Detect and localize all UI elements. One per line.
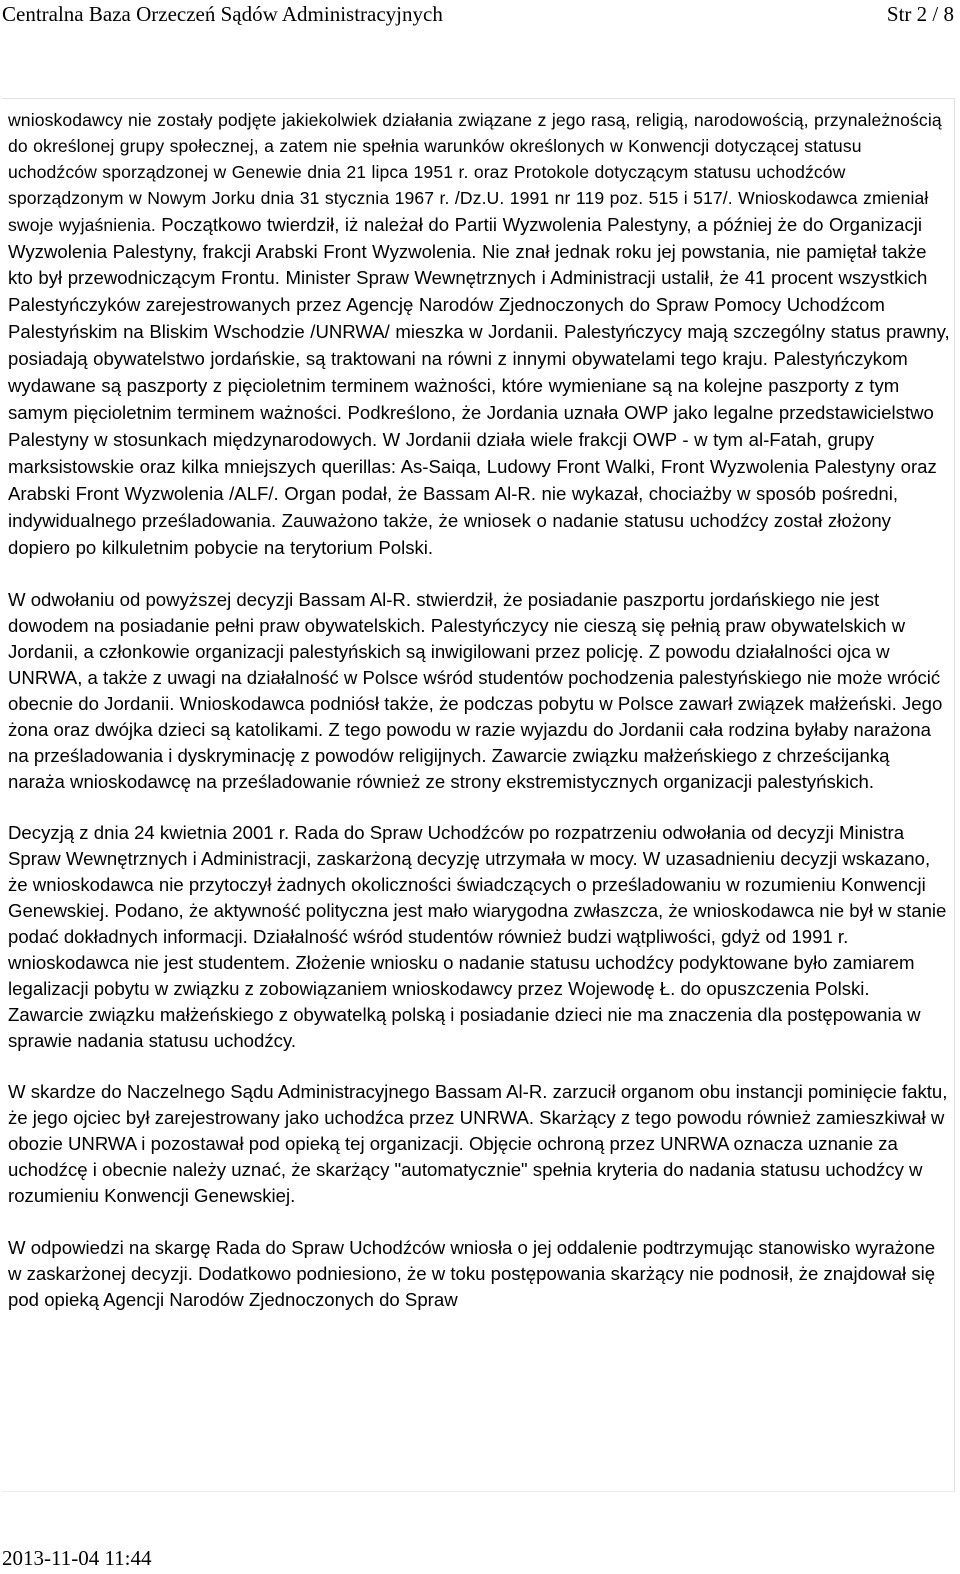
paragraph-1-rest: Początkowo twierdził, iż należał do Partii Wyzwolenia Palestyny, a później że do Organizacji Wyzwolenia Palestyny, frakcji Arabski Front Wyzwolenia. Nie znał jednak roku jej powstania, nie pamiętał także kto był przewodniczącym Frontu. Minister Spraw Wewnętrznych i Administracji ustalił, że 41 procent wszystkich Palestyńczyków zarejestrowanych przez Agencję Narodów Zjednoczonych do Spraw Pomocy Uchodźcom Palestyńskim na Bliskim Wschodzie /UNRWA/ mieszka w Jordanii. Palestyńczycy mają szczególny status prawny, posiadają obywatelstwo jordańskie, są traktowani na równi z innymi obywatelami tego kraju. Palestyńczykom wydawane są paszporty z pięcioletnim terminem ważności, które wymieniane są na kolejne paszporty z tym samym pięcioletnim terminem ważności. Podkreślono, że Jordania uznała OWP jako legalne przedstawicielstwo Palestyny w stosunkach międzynarodowych. W Jordanii działa wiele frakcji OWP - w tym al-Fatah, grupy marksistowskie oraz kilka mniejszych querillas: As-Saiqa, Ludowy Front Walki, Front Wyzwolenia Palestyny oraz Arabski Front Wyzwolenia /ALF/. Organ podał, że Bassam Al-R. nie wykazał, chociażby w sposób pośredni, indywidualnego prześladowania. Zauważono także, że wniosek o nadanie statusu uchodźcy został złożony dopiero po kilkuletnim pobycie na terytorium Polski. [8, 213, 950, 558]
paragraph-1 [8, 108, 950, 561]
print-timestamp: 2013-11-04 11:44 [2, 1546, 152, 1570]
paragraph-2: W odwołaniu od powyższej decyzji Bassam Al-R. stwierdził, że posiadanie paszportu jordańskiego nie jest dowodem na posiadanie pełni praw obywatelskich. Palestyńczycy nie cieszą się pełnią praw obywatelskich w Jordanii, a członkowie organizacji palestyńskich są inwigilowani przez policję. Z powodu działalności ojca w UNRWA, a także z uwagi na działalność w Polsce wśród studentów pochodzenia palestyńskiego nie może wrócić obecnie do Jordanii. Wnioskodawca podniósł także, że podczas pobytu w Polsce zawarł związek małżeński. Jego żona oraz dwójka dzieci są katolikami. Z tego powodu w razie wyjazdu do Jordanii cała rodzina byłaby narażona na prześladowania i dyskryminację z powodów religijnych. Zawarcie związku małżeńskiego z chrześcijanką naraża wnioskodawcę na prześladowanie również ze strony ekstremistycznych organizacji palestyńskich. [8, 589, 943, 792]
paragraph-3: Decyzją z dnia 24 kwietnia 2001 r. Rada do Spraw Uchodźców po rozpatrzeniu odwołania od decyzji Ministra Spraw Wewnętrznych i Administracji, zaskarżoną decyzję utrzymała w mocy. W uzasadnieniu decyzji wskazano, że wnioskodawca nie przytoczył żadnych okoliczności świadczących o prześladowaniu w rozumieniu Konwencji Genewskiej. Podano, że aktywność polityczna jest mało wiarygodna zwłaszcza, że wnioskodawca nie był w stanie podać dokładnych informacji. Działalność wśród studentów również budzi wątpliwości, gdyż od 1991 r. wnioskodawca nie jest studentem. Złożenie wniosku o nadanie statusu uchodźcy podyktowane było zamiarem legalizacji pobytu w związku z zobowiązaniem wnioskodawcy przez Wojewodę Ł. do opuszczenia Polski. Zawarcie związku małżeńskiego z obywatelką polską i posiadanie dzieci nie ma znaczenia dla postępowania w sprawie nadania statusu uchodźcy. [8, 822, 947, 1051]
page-header-title: Centralna Baza Orzeczeń Sądów Administracyjnych [2, 2, 443, 26]
document-body [8, 108, 950, 1339]
page-number: Str 2 / 8 [886, 2, 954, 26]
paragraph-4: W skardze do Naczelnego Sądu Administracyjnego Bassam Al-R. zarzucił organom obu instancji pominięcie faktu, że jego ojciec był zarejestrowany jako uchodźca przez UNRWA. Skarżący z tego powodu również zamieszkiwał w obozie UNRWA i pozostawał pod opieką tej organizacji. Objęcie ochroną przez UNRWA oznacza uznanie za uchodźcę i obecnie należy uznać, że skarżący "automatycznie" spełnia kryteria do nadania statusu uchodźcy w rozumieniu Konwencji Genewskiej. [8, 1081, 948, 1207]
paragraph-1-lead: wnioskodawcy nie zostały podjęte jakiekolwiek działania związane z jego rasą, religią, narodowością, przynależnością do określonej grupy społecznej, a zatem nie spełnia warunków określonych w Konwencji dotyczącej statusu uchodźców sporządzonej w Genewie dnia 21 lipca 1951 r. oraz Protokole dotyczącym statusu uchodźców sporządzonym w Nowym Jorku dnia 31 stycznia 1967 r. /Dz.U. 1991 nr 119 poz. 515 i 517/. Wnioskodawca zmieniał swoje wyjaśnienia. [8, 110, 942, 235]
page-header [0, 0, 960, 30]
paragraph-5: W odpowiedzi na skargę Rada do Spraw Uchodźców wniosła o jej oddalenie podtrzymując stanowisko wyrażone w zaskarżonej decyzji. Dodatkowo podniesiono, że w toku postępowania skarżący nie podnosił, że znajdował się pod opieką Agencji Narodów Zjednoczonych do Spraw [8, 1236, 936, 1310]
